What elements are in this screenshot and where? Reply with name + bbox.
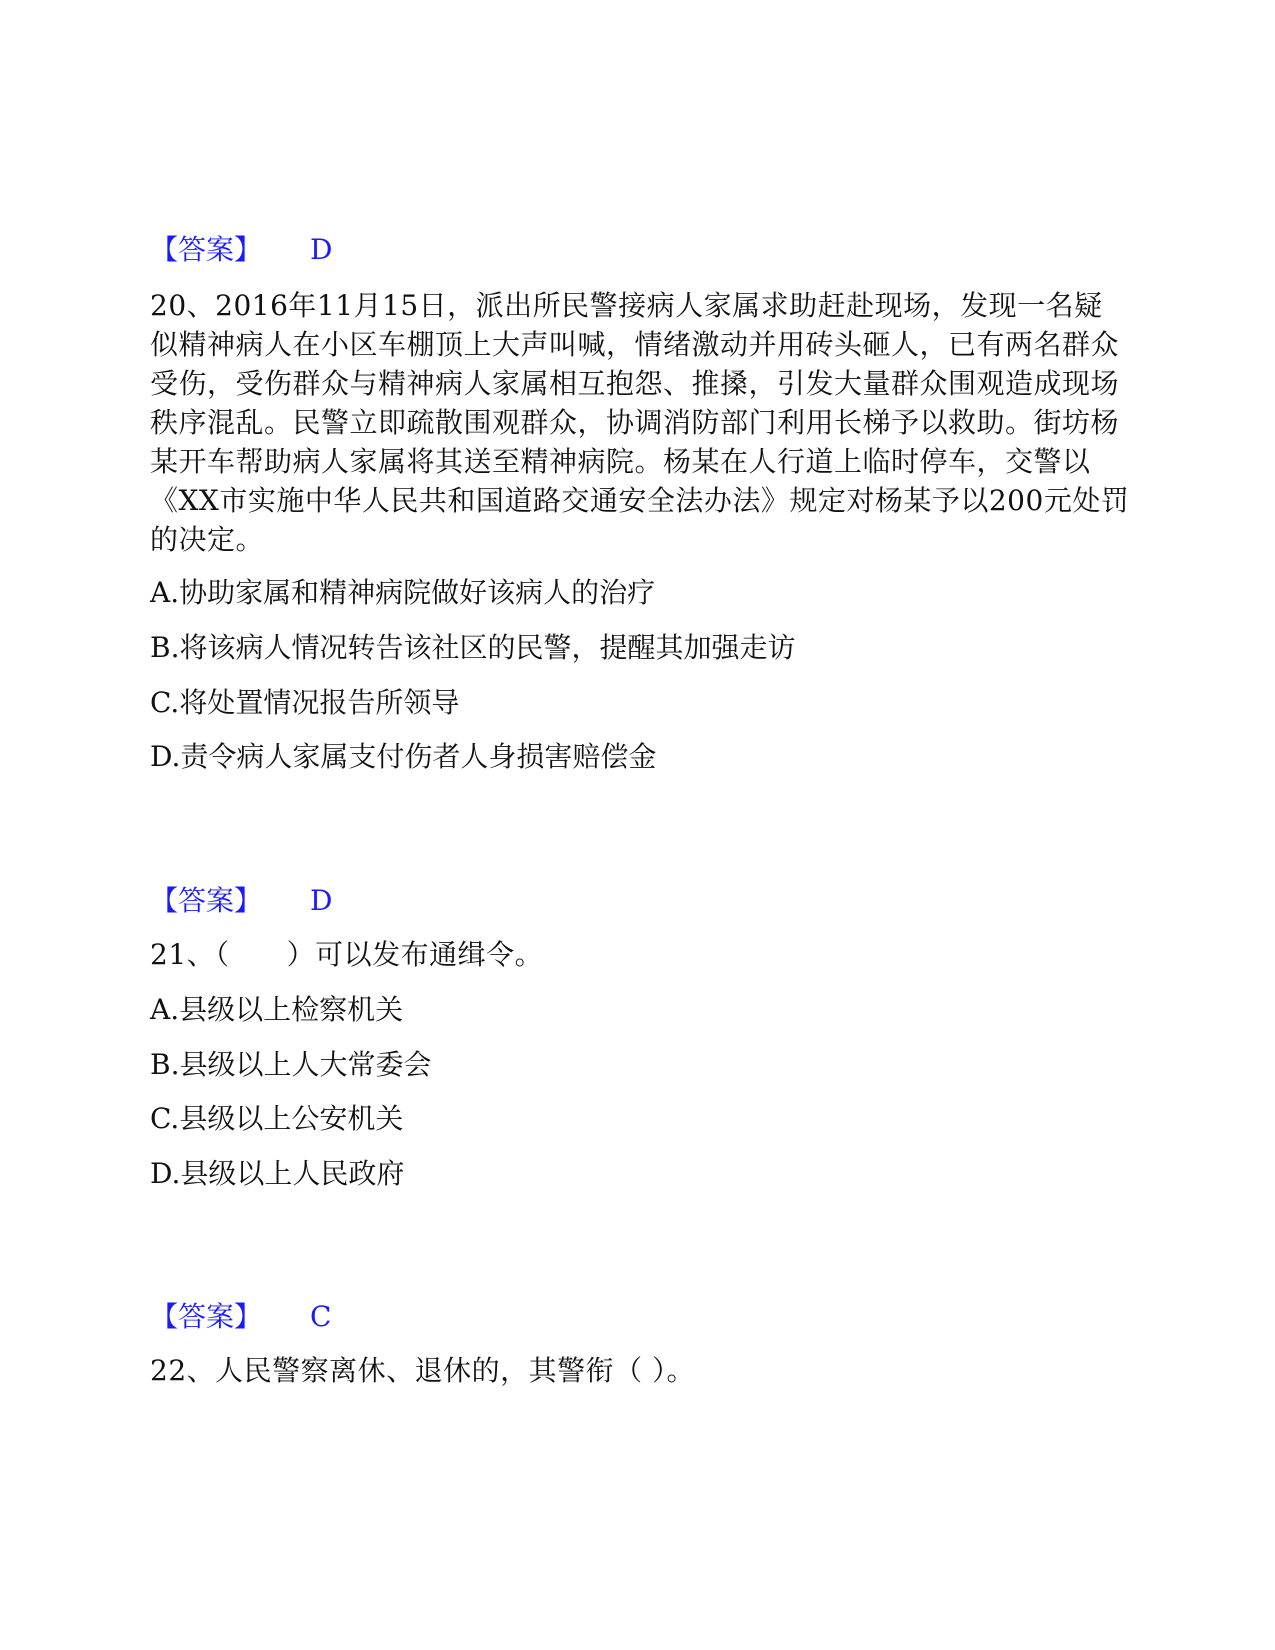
answer-line [150, 1297, 1130, 1337]
question-21-option-d: D.县级以上人民政府 [150, 1157, 405, 1190]
question-22-text: 22、人民警察离休、退休的，其警衔（ ）。 [150, 1354, 696, 1387]
answer-value: D [310, 233, 333, 266]
question-21-option-a: A.县级以上检察机关 [150, 993, 404, 1026]
answer-line [150, 230, 1130, 270]
answer-value: D [310, 884, 333, 917]
question-20-option-c: C.将处置情况报告所领导 [150, 686, 460, 719]
question-21-option-b: B.县级以上人大常委会 [150, 1048, 432, 1081]
answer-label: 【答案】 [150, 233, 263, 266]
answer-line [150, 881, 1130, 921]
question-20-option-a: A.协助家属和精神病院做好该病人的治疗 [150, 576, 656, 609]
answer-label: 【答案】 [150, 1300, 263, 1333]
question-21-option-c: C.县级以上公安机关 [150, 1102, 404, 1135]
question-20-text: 20、2016年11月15日，派出所民警接病人家属求助赶赴现场，发现一名疑似精神病人在小区车棚顶上大声叫喊，情绪激动并用砖头砸人，已有两名群众受伤，受伤群众与精神病人家属相互抱怨、推搡，引发大量群众围观造成现场秩序混乱。民警立即疏散围观群众，协调消防部门利用长梯予以救助。街坊杨某开车帮助病人家属将其送至精神病院。杨某在人行道上临时停车，交警以《XX市实施中华人民共和国道路交通安全法办法》规定对杨某予以200元处罚的决定。 [150, 289, 1130, 556]
answer-value: C [310, 1300, 332, 1333]
question-21-text: 21、（ ）可以发布通缉令。 [150, 938, 544, 971]
question-20-option-b: B.将该病人情况转告该社区的民警，提醒其加强走访 [150, 631, 796, 664]
question-20-option-d: D.责令病人家属支付伤者人身损害赔偿金 [150, 740, 657, 773]
answer-label: 【答案】 [150, 884, 263, 917]
